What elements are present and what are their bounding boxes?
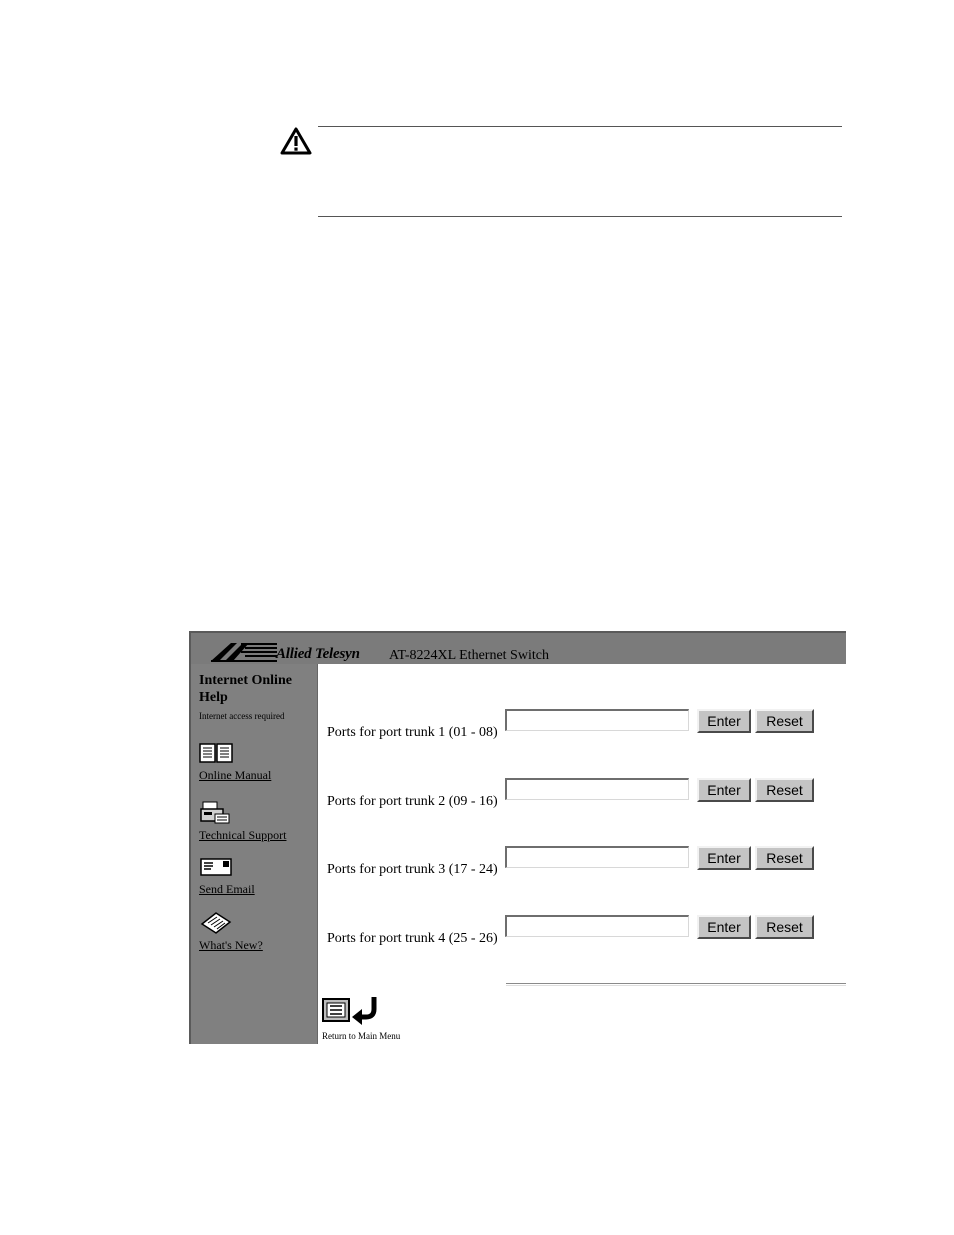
trunk-4-ports-input[interactable] [505,915,689,937]
technical-support-label: Technical Support [199,828,287,842]
return-to-main-menu-link[interactable] [322,995,412,1041]
online-manual-label: Online Manual [199,768,272,782]
switch-web-interface [189,631,846,1044]
trunk-config-form [318,664,846,1044]
trunk-4-label: Ports for port trunk 4 (25 - 26) [327,931,498,946]
trunk-1-reset-button[interactable]: Reset [755,709,814,733]
product-title: AT-8224XL Ethernet Switch [389,648,549,663]
help-title: Internet Online Help [199,673,292,705]
trunk-1-enter-button[interactable]: Enter [697,709,751,733]
send-email-link[interactable] [199,854,317,897]
whats-new-label: What's New? [199,938,263,952]
book-icon [199,740,233,766]
header-banner [191,633,846,665]
trunk-3-enter-button[interactable]: Enter [697,846,751,870]
envelope-icon [199,854,233,880]
trunk-4-reset-button[interactable]: Reset [755,915,814,939]
online-manual-link[interactable] [199,740,317,783]
trunk-2-enter-button[interactable]: Enter [697,778,751,802]
newspaper-icon [199,910,233,936]
caution-icon [280,127,312,155]
trunk-2-reset-button[interactable]: Reset [755,778,814,802]
trunk-4-enter-button[interactable]: Enter [697,915,751,939]
help-sidebar [191,664,318,1044]
trunk-3-reset-button[interactable]: Reset [755,846,814,870]
whats-new-link[interactable] [199,910,317,953]
trunk-row-2 [318,778,846,814]
brand-name: Allied Telesyn [276,646,360,662]
trunk-row-4 [318,915,846,951]
trunk-1-ports-input[interactable] [505,709,689,731]
technical-support-link[interactable] [199,800,317,843]
send-email-label: Send Email [199,882,255,896]
return-label: Return to Main Menu [322,1031,401,1041]
fax-icon [199,800,233,826]
trunk-row-3 [318,846,846,882]
trunk-1-label: Ports for port trunk 1 (01 - 08) [327,725,498,740]
help-note: Internet access required [199,711,285,721]
trunk-2-ports-input[interactable] [505,778,689,800]
caution-rule-bottom [318,216,842,217]
trunk-row-1 [318,709,846,745]
allied-telesyn-logo [211,641,277,663]
form-divider [506,983,846,986]
return-menu-icon [322,995,382,1027]
trunk-3-ports-input[interactable] [505,846,689,868]
trunk-3-label: Ports for port trunk 3 (17 - 24) [327,862,498,877]
caution-rule-top [318,126,842,127]
trunk-2-label: Ports for port trunk 2 (09 - 16) [327,794,498,809]
